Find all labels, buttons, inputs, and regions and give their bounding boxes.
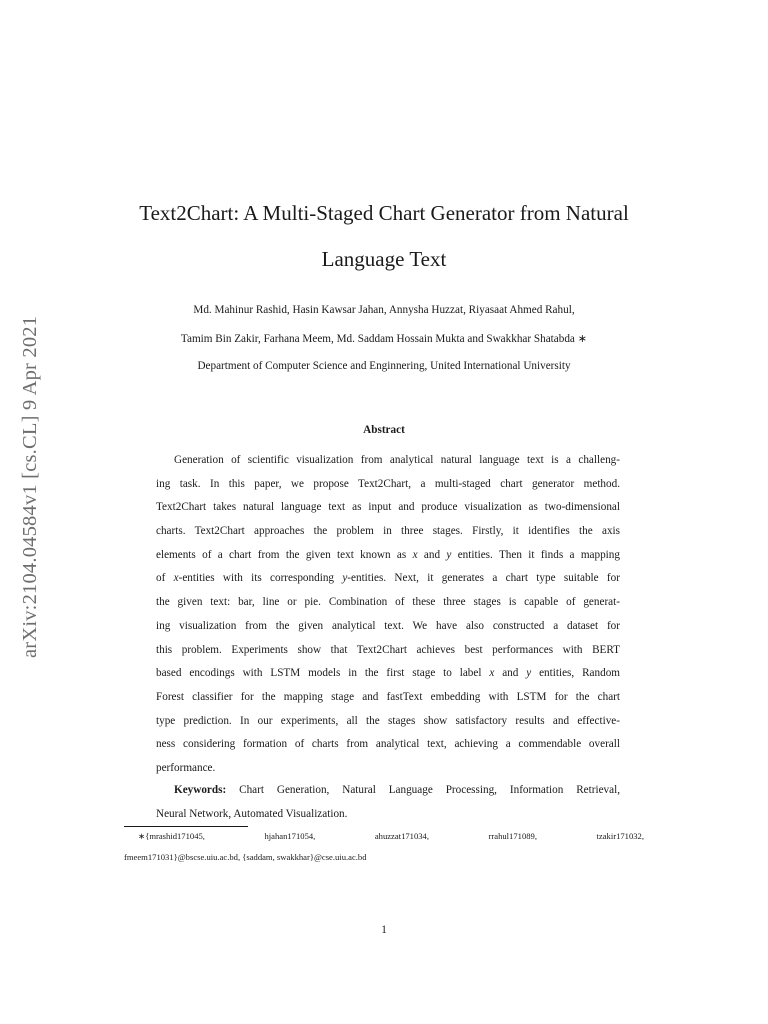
keywords-section (156, 779, 620, 826)
footnote-line-1: ∗{mrashid171045, hjahan171054, ahuzzat171034, rrahul171089, tzakir171032, (138, 831, 644, 841)
abstract-line: of x-entities with its corresponding y-entities. Next, it generates a chart type suitable for (156, 572, 620, 585)
arxiv-identifier-stamp: arXiv:2104.04584v1 [cs.CL] 9 Apr 2021 (19, 315, 41, 659)
abstract-line: charts. Text2Chart approaches the problem in three stages. Firstly, it identifies the axis (156, 525, 620, 538)
footnote-line-2: fmeem171031}@bscse.uiu.ac.bd, {saddam, swakkhar}@cse.uiu.ac.bd (124, 852, 367, 862)
page-number: 1 (381, 924, 387, 936)
author-line-1: Md. Mahinur Rashid, Hasin Kawsar Jahan, Annysha Huzzat, Riyasaat Ahmed Rahul, (193, 304, 575, 316)
abstract-line: Text2Chart takes natural language text as input and produce visualization as two-dimensional (156, 501, 620, 514)
abstract-line: Generation of scientific visualization from analytical natural language text is a challeng- (174, 454, 620, 466)
abstract-heading: Abstract (363, 424, 405, 436)
abstract-line: this problem. Experiments show that Text2Chart achieves best performances with BERT (156, 643, 620, 656)
author-email-footnote (124, 826, 644, 868)
paper-title-line-1: Text2Chart: A Multi-Staged Chart Generator from Natural (139, 201, 629, 225)
affiliation: Department of Computer Science and Enginnering, United International University (197, 360, 571, 372)
keywords-line-1 (156, 779, 620, 803)
author-line-2: Tamim Bin Zakir, Farhana Meem, Md. Saddam Hossain Mukta and Swakkhar Shatabda ∗ (180, 333, 588, 345)
author-list (120, 296, 648, 354)
abstract-line: Forest classifier for the mapping stage and fastText embedding with LSTM for the chart (156, 690, 620, 703)
abstract-body (156, 449, 620, 781)
abstract-line: performance. (156, 761, 216, 774)
abstract-line: based encodings with LSTM models in the first stage to label x and y entities, Random (156, 667, 620, 680)
math-variable: y (526, 667, 532, 680)
abstract-line: the given text: bar, line or pie. Combination of these three stages is capable of generat- (156, 596, 620, 609)
math-variable: x (489, 667, 495, 680)
abstract-line: elements of a chart from the given text known as x and y entities. Then it finds a mapping (156, 548, 620, 561)
abstract-line: ness considering formation of charts from analytical text, achieving a commendable overall (156, 738, 620, 751)
abstract-line: type prediction. In our experiments, all the stages show satisfactory results and effective- (156, 714, 620, 727)
math-variable: y (446, 548, 452, 561)
abstract-line: ing visualization from the given analytical text. We have also constructed a dataset for (156, 619, 620, 632)
math-variable: y (342, 572, 348, 585)
paper-title (100, 190, 668, 282)
keywords-text-1: Chart Generation, Natural Language Processing, Information Retrieval, (239, 784, 621, 796)
keywords-text-2: Neural Network, Automated Visualization. (156, 807, 348, 820)
math-variable: x (173, 572, 179, 585)
math-variable: x (412, 548, 418, 561)
keywords-label: Keywords: (174, 784, 227, 796)
paper-title-line-2: Language Text (321, 247, 447, 271)
abstract-line: ing task. In this paper, we propose Text2Chart, a multi-staged chart generator method. (156, 477, 620, 490)
